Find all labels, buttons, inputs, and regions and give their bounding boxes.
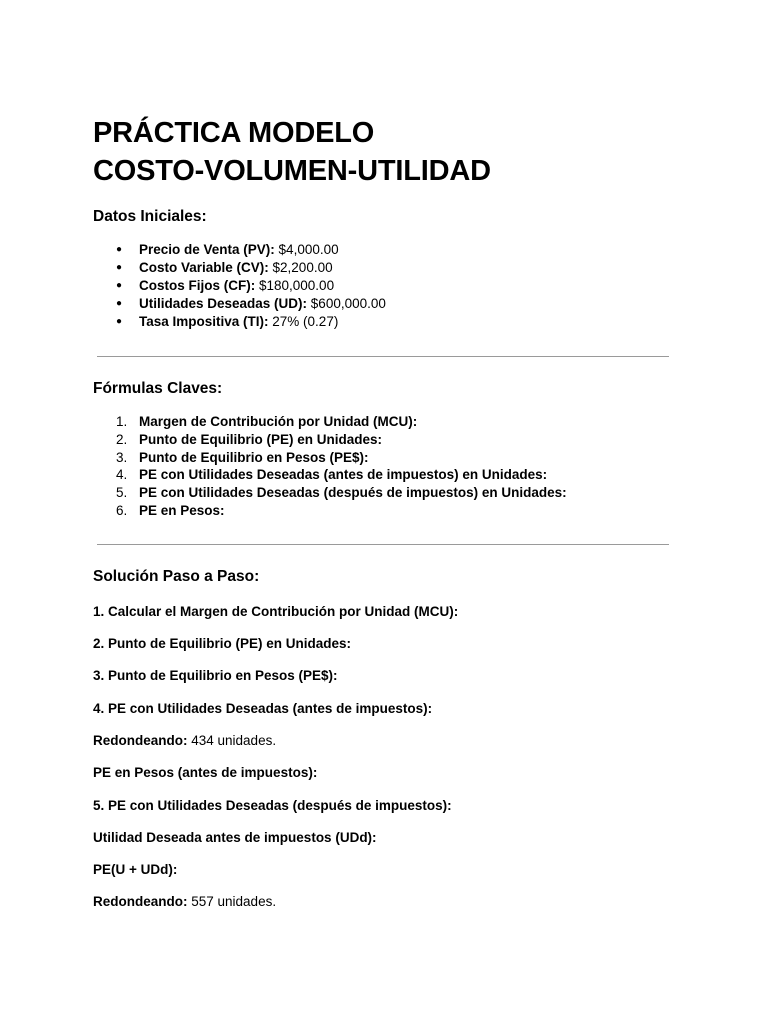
step-4: 4. PE con Utilidades Deseadas (antes de impuestos): xyxy=(93,700,433,716)
list-item xyxy=(116,313,673,331)
list-item xyxy=(116,295,673,313)
datos-iniciales-heading: Datos Iniciales: xyxy=(93,208,207,225)
item-text: Margen de Contribución por Unidad (MCU): xyxy=(139,414,418,429)
rounding-value: 557 unidades. xyxy=(187,894,277,910)
solucion-heading: Solución Paso a Paso: xyxy=(93,567,260,585)
item-value: 27% (0.27) xyxy=(268,314,339,329)
document-page xyxy=(93,114,673,926)
rounding-label: Redondeando: xyxy=(93,894,188,910)
item-number: 1. xyxy=(116,414,128,429)
title-line-2: COSTO-VOLUMEN-UTILIDAD xyxy=(93,155,491,187)
list-item xyxy=(116,484,673,502)
section-divider xyxy=(97,544,669,545)
item-number: 3. xyxy=(116,449,128,465)
item-number: 4. xyxy=(116,467,128,483)
item-number: 6. xyxy=(116,502,128,518)
item-label: Utilidades Deseadas (UD): xyxy=(139,296,308,311)
list-item xyxy=(116,277,673,295)
step-2: 2. Punto de Equilibrio (PE) en Unidades: xyxy=(93,636,352,652)
item-text: PE con Utilidades Deseadas (después de impuestos) en Unidades: xyxy=(139,485,567,501)
bullet-icon: ● xyxy=(116,244,123,255)
item-value: $4,000.00 xyxy=(274,242,339,257)
list-item xyxy=(116,466,673,484)
peu-line: PE(U + UDd): xyxy=(93,862,178,878)
pe-pesos-antes: PE en Pesos (antes de impuestos): xyxy=(93,765,318,781)
item-label: Precio de Venta (PV): xyxy=(139,242,275,257)
bullet-icon: ● xyxy=(116,280,123,291)
item-label: Costo Variable (CV): xyxy=(139,260,269,275)
list-item xyxy=(116,502,673,520)
rounding-result-2 xyxy=(93,893,673,911)
document-title xyxy=(93,114,673,190)
list-item xyxy=(116,241,673,259)
formulas-claves-heading: Fórmulas Claves: xyxy=(93,380,223,397)
item-text: Punto de Equilibrio en Pesos (PE$): xyxy=(139,449,369,465)
bullet-icon: ● xyxy=(116,262,123,273)
step-3: 3. Punto de Equilibrio en Pesos (PE$): xyxy=(93,668,338,684)
udd-line: Utilidad Deseada antes de impuestos (UDd): xyxy=(93,829,377,845)
step-1: 1. Calcular el Margen de Contribución por Unidad (MCU): xyxy=(93,603,459,619)
item-number: 2. xyxy=(116,431,128,447)
datos-iniciales-list xyxy=(93,241,673,331)
item-label: Tasa Impositiva (TI): xyxy=(139,314,269,329)
list-item xyxy=(116,431,673,449)
list-item xyxy=(116,259,673,277)
item-value: $180,000.00 xyxy=(255,278,335,293)
rounding-label: Redondeando: xyxy=(93,732,188,748)
solucion-steps xyxy=(93,603,673,911)
item-text: PE en Pesos: xyxy=(139,502,225,518)
step-5: 5. PE con Utilidades Deseadas (después de impuestos): xyxy=(93,797,452,813)
item-text: PE con Utilidades Deseadas (antes de impuestos) en Unidades: xyxy=(139,467,548,483)
rounding-value: 434 unidades. xyxy=(187,732,277,748)
bullet-icon: ● xyxy=(116,316,123,327)
item-number: 5. xyxy=(116,485,128,501)
item-text: Punto de Equilibrio (PE) en Unidades: xyxy=(139,431,383,447)
formulas-claves-list xyxy=(93,413,673,520)
title-line-1: PRÁCTICA MODELO xyxy=(93,117,375,149)
section-divider xyxy=(97,356,669,357)
item-value: $600,000.00 xyxy=(307,296,386,311)
list-item xyxy=(116,413,673,431)
item-value: $2,200.00 xyxy=(268,260,333,275)
item-label: Costos Fijos (CF): xyxy=(139,278,256,293)
list-item xyxy=(116,449,673,467)
bullet-icon: ● xyxy=(116,298,123,309)
rounding-result-1 xyxy=(93,732,673,750)
